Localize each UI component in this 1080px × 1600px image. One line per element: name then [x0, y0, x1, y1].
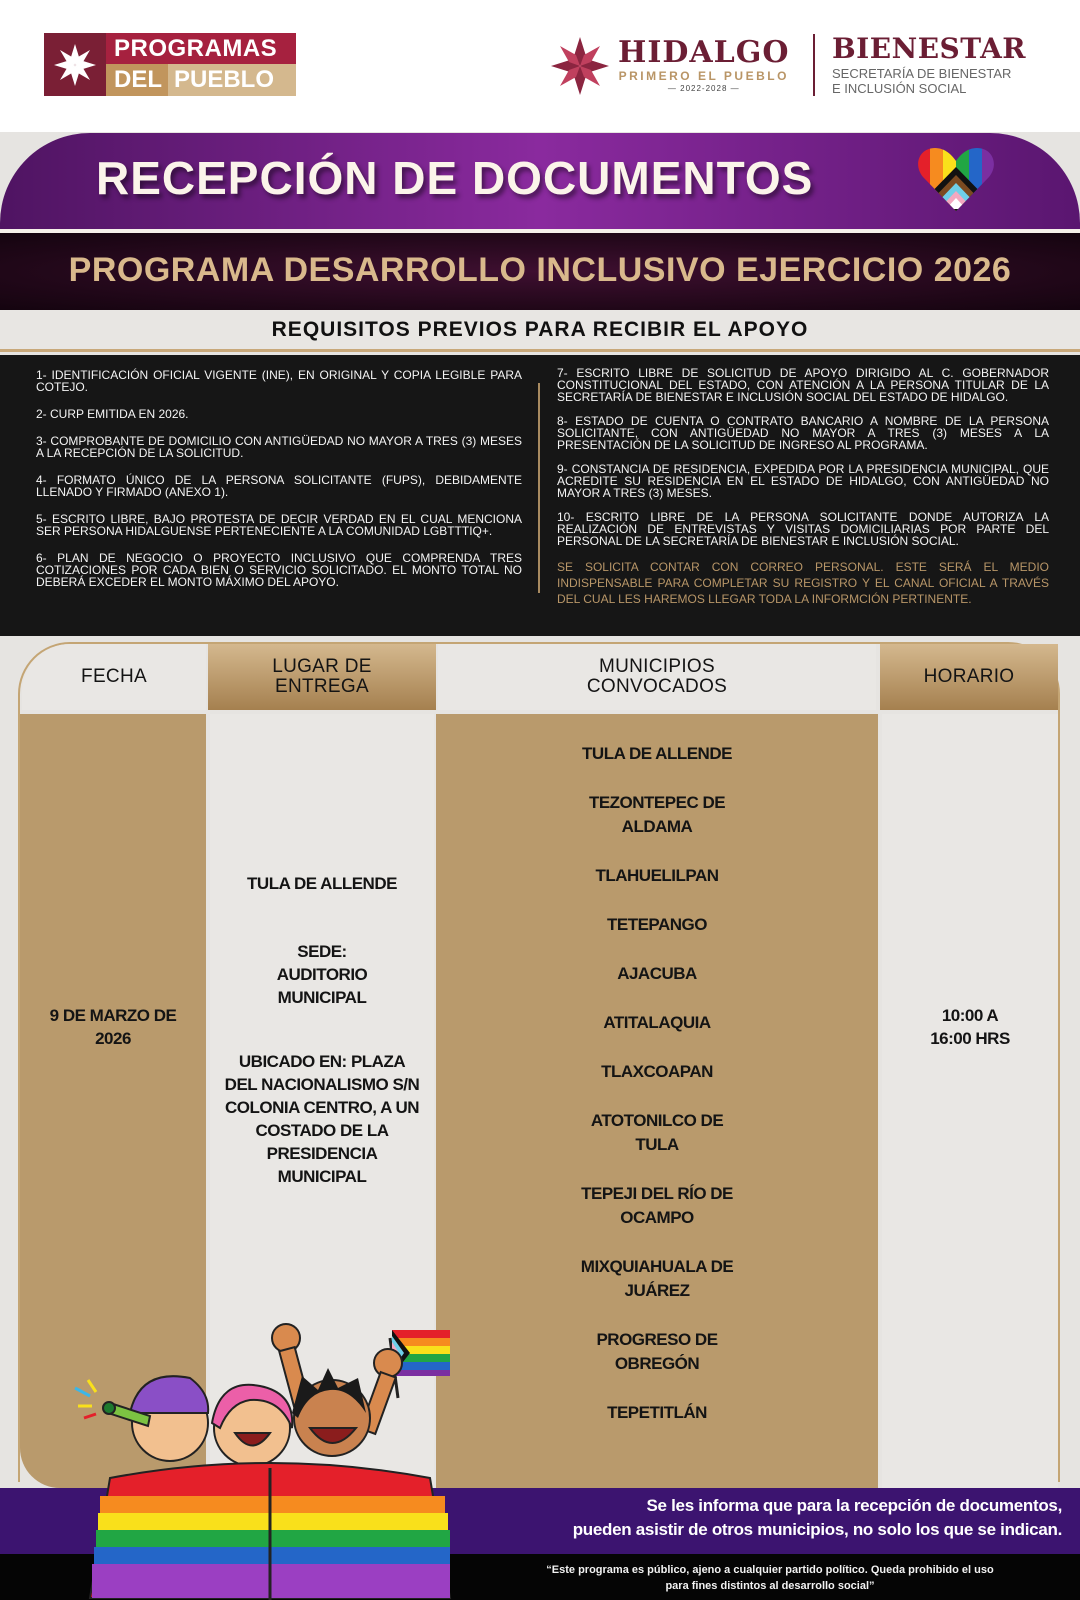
header-horario: HORARIO — [880, 644, 1058, 710]
pride-mascots-illustration — [70, 1318, 470, 1600]
lugar-sede: SEDE: AUDITORIO MUNICIPAL — [276, 942, 368, 1007]
list-item: ATOTONILCO DE TULA — [590, 1111, 724, 1154]
list-item: TEPETITLÁN — [607, 1403, 707, 1422]
requirements-heading-band — [0, 310, 1080, 352]
list-item: MIXQUIAHUALA DE JUÁREZ — [580, 1257, 734, 1300]
list-item: TETEPANGO — [606, 915, 708, 934]
fecha-value: 9 DE MARZO DE 2026 — [49, 1006, 177, 1048]
requirement-item: 10- ESCRITO LIBRE DE LA PERSONA SOLICITANTE DONDE AUTORIZA LA REALIZACIÓN DE ENTREVISTAS Y VISITAS DOMICILIARIAS POR PARTE DEL PERSONAL DE LA SECRETARÍA DE BIENESTAR E INCLUSIÓN SOCIAL. — [557, 510, 1049, 548]
requirement-item: 3- COMPROBANTE DE DOMICILIO CON ANTIGÜEDAD NO MAYOR A TRES (3) MESES A LA RECEPCIÓN DE LA SOLICITUD. — [36, 434, 522, 460]
requirement-item: 4- FORMATO ÚNICO DE LA PERSONA SOLICITANTE (FUPS), DEBIDAMENTE LLENADO Y FIRMADO (ANEXO 1). — [36, 473, 522, 499]
hidalgo-star-icon — [550, 36, 610, 96]
requirement-item: 9- CONSTANCIA DE RESIDENCIA, EXPEDIDA POR LA PRESIDENCIA MUNICIPAL, QUE ACREDITE SU RESIDENCIA EN EL ESTADO DE HIDALGO, CON ANTIGÜEDAD NO MAYOR A TRES (3) MESES. — [557, 462, 1049, 500]
requirements-left-column — [36, 369, 522, 603]
title-banner — [0, 133, 1080, 229]
requirement-item: 2- CURP EMITIDA EN 2026. — [36, 407, 189, 421]
column-divider — [538, 383, 540, 593]
header-lugar: LUGAR DE ENTREGA — [208, 644, 436, 710]
requirement-item: 6- PLAN DE NEGOCIO O PROYECTO INCLUSIVO QUE COMPRENDA TRES COTIZACIONES POR CADA BIEN O SERVICIO SOLICITADO. EL MONTO TOTAL NO DEBERÁ EXCEDER EL MONTO MÁXIMO DEL APOYO. — [36, 551, 522, 589]
requirements-right-column — [557, 367, 1049, 619]
info-note: Se les informa que para la recepción de documentos, pueden asistir de otros municipios, no solo los que se indican. — [572, 1496, 1062, 1539]
list-item: TEPEJI DEL RÍO DE OCAMPO — [581, 1184, 733, 1227]
requirements-box — [0, 355, 1080, 636]
logo-divider — [813, 34, 815, 96]
bienestar-logo: BIENESTAR SECRETARÍA DE BIENESTAR E INCLUSIÓN SOCIAL — [832, 32, 1027, 96]
list-item: ATITALAQUIA — [603, 1013, 711, 1032]
email-note: SE SOLICITA CONTAR CON CORREO PERSONAL. ESTE SERÁ EL MEDIO INDISPENSABLE PARA COMPLETAR SU REGISTRO Y EL CANAL OFICIAL A TRAVÉS DEL CUAL LES HAREMOS LLEGAR TODA LA INFORMCIÓN PERTINENTE. — [557, 560, 1049, 606]
hidalgo-logo: HIDALGO PRIMERO EL PUEBLO — 2022-2028 — — [550, 34, 790, 98]
lugar-city: TULA DE ALLENDE — [247, 874, 397, 893]
requirement-item: 8- ESTADO DE CUENTA O CONTRATO BANCARIO A NOMBRE DE LA PERSONA SOLICITANTE, CON ANTIGÜEDAD NO MAYOR A TRES (3) MESES A LA PRESENTACIÓN DE LA SOLICITUD DE INGRESO AL PROGRAMA. — [557, 414, 1049, 452]
horario-column — [882, 714, 1058, 1488]
header-municipios: MUNICIPIOS CONVOCADOS — [438, 644, 876, 710]
header-fecha: FECHA — [22, 644, 206, 710]
pride-heart-icon — [917, 145, 995, 213]
requirement-item: 5- ESCRITO LIBRE, BAJO PROTESTA DE DECIR VERDAD EN EL CUAL MENCIONA SER PERSONA HIDALGUENSE PERTENECIENTE A LA COMUNIDAD LGBTTTIQ+. — [36, 512, 522, 538]
requirement-item: 7- ESCRITO LIBRE DE SOLICITUD DE APOYO DIRIGIDO AL C. GOBERNADOR CONSTITUCIONAL DEL ESTADO, CON ATENCIÓN A LA PERSONA TITULAR DE LA SECRETARÍA DE BIENESTAR E INCLUSIÓN SOCIAL DEL ESTADO DE HIDALGO. — [557, 366, 1049, 404]
list-item: TEZONTEPEC DE ALDAMA — [588, 793, 726, 836]
requirements-heading: REQUISITOS PREVIOS PARA RECIBIR EL APOYO — [271, 318, 809, 341]
requirement-item: 1- IDENTIFICACIÓN OFICIAL VIGENTE (INE), EN ORIGINAL Y COPIA LEGIBLE PARA COTEJO. — [36, 368, 522, 394]
municipios-column — [436, 714, 878, 1488]
programas-del-pueblo-logo: PROGRAMAS DEL PUEBLO — [44, 33, 296, 96]
list-item: AJACUBA — [617, 964, 697, 983]
list-item: TLAHUELILPAN — [595, 866, 719, 885]
list-item: TLAXCOAPAN — [601, 1062, 713, 1081]
horario-value: 10:00 A 16:00 HRS — [930, 1006, 1010, 1048]
municipios-list — [436, 742, 878, 1450]
list-item: TULA DE ALLENDE — [582, 744, 732, 763]
lugar-ubicacion: UBICADO EN: PLAZA DEL NACIONALISMO S/N COLONIA CENTRO, A UN COSTADO DE LA PRESIDENCIA MUNICIPAL — [224, 1052, 420, 1186]
legal-disclaimer: “Este programa es público, ajeno a cualquier partido político. Queda prohibido el uso para fines distintos al desarrollo social” — [546, 1564, 994, 1592]
program-title: PROGRAMA DESARROLLO INCLUSIVO EJERCICIO 2026 — [68, 251, 1012, 289]
header — [0, 0, 1080, 132]
page-title: RECEPCIÓN DE DOCUMENTOS — [96, 152, 814, 204]
program-banner — [0, 233, 1080, 310]
list-item: PROGRESO DE OBREGÓN — [596, 1330, 718, 1373]
star-icon — [44, 33, 106, 96]
